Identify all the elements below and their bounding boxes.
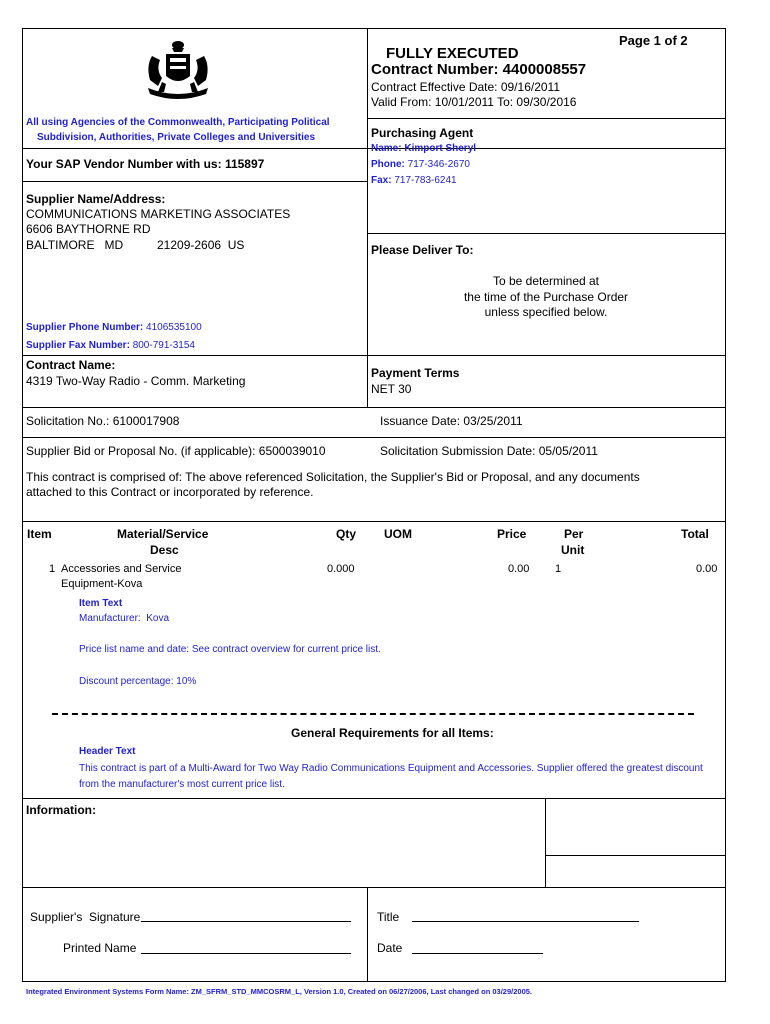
divider bbox=[22, 521, 726, 522]
deliver-line-3: unless specified below. bbox=[484, 305, 608, 319]
signature-divider bbox=[367, 887, 368, 982]
printed-name-line[interactable] bbox=[141, 953, 351, 954]
header-text-title: Header Text bbox=[79, 746, 136, 757]
information-title: Information: bbox=[26, 803, 96, 817]
divider bbox=[22, 437, 726, 438]
col-header-per: Per bbox=[564, 527, 584, 541]
vendor-number-value: 115897 bbox=[224, 157, 265, 171]
title-line[interactable] bbox=[412, 921, 639, 922]
outer-border-left bbox=[22, 28, 23, 982]
divider bbox=[22, 181, 368, 182]
supplier-title: Supplier Name/Address: bbox=[26, 192, 166, 206]
supplier-bid-number: Supplier Bid or Proposal No. (if applicable): 6500039010 bbox=[26, 444, 326, 458]
agent-phone bbox=[371, 159, 470, 170]
agent-fax bbox=[371, 175, 457, 186]
row-qty: 0.000 bbox=[327, 563, 355, 575]
contract-effective-date: Contract Effective Date: 09/16/2011 bbox=[371, 80, 561, 94]
payment-terms-title: Payment Terms bbox=[371, 366, 460, 380]
column-divider bbox=[367, 28, 368, 408]
col-header-item: Item bbox=[27, 527, 52, 541]
dashed-separator bbox=[52, 713, 694, 715]
col-header-material: Material/Service bbox=[117, 527, 209, 541]
supplier-street: 6606 BAYTHORNE RD bbox=[26, 222, 151, 236]
divider bbox=[22, 355, 726, 356]
date-label: Date bbox=[377, 941, 403, 955]
deliver-line-2: the time of the Purchase Order bbox=[463, 290, 629, 304]
row-item-number: 1 bbox=[49, 563, 56, 575]
deliver-to-title: Please Deliver To: bbox=[371, 243, 474, 257]
agencies-line-2: Subdivision, Authorities, Private Colleges and Universities bbox=[37, 132, 316, 143]
payment-terms-value: NET 30 bbox=[371, 382, 412, 396]
divider bbox=[367, 233, 725, 234]
divider bbox=[545, 855, 726, 856]
vendor-number-label: Your SAP Vendor Number with us: bbox=[26, 157, 222, 171]
supplier-phone-label: Supplier Phone Number: bbox=[26, 322, 144, 333]
supplier-zip: 21209-2606 US bbox=[157, 238, 245, 252]
item-text-title: Item Text bbox=[79, 598, 123, 609]
deliver-line-1: To be determined at bbox=[492, 274, 600, 288]
row-desc-line-1: Accessories and Service bbox=[61, 563, 182, 575]
supplier-fax-label: Supplier Fax Number: bbox=[26, 340, 130, 351]
col-header-uom: UOM bbox=[384, 527, 412, 541]
coat-of-arms-icon bbox=[138, 36, 218, 102]
submission-date: Solicitation Submission Date: 05/05/2011 bbox=[380, 444, 598, 458]
col-header-qty: Qty bbox=[336, 527, 357, 541]
agent-phone-value: 717-346-2670 bbox=[407, 159, 470, 170]
page-number: Page 1 of 2 bbox=[619, 33, 688, 48]
outer-border-top bbox=[22, 28, 726, 29]
commonwealth-seal bbox=[138, 36, 218, 102]
contract-name-value: 4319 Two-Way Radio - Comm. Marketing bbox=[26, 374, 246, 388]
agent-name-label: Name: bbox=[371, 143, 402, 154]
agencies-line-1: All using Agencies of the Commonwealth, Participating Political bbox=[26, 117, 330, 128]
row-total: 0.00 bbox=[696, 563, 718, 575]
item-discount: Discount percentage: 10% bbox=[79, 676, 197, 687]
vendor-number bbox=[26, 157, 264, 171]
supplier-signature-label: Supplier's Signature bbox=[30, 910, 141, 924]
comprised-line-2: attached to this Contract or incorporated by reference. bbox=[26, 485, 314, 499]
form-footer: Integrated Environment Systems Form Name: ZM_SFRM_STD_MMCOSRM_L, Version 1.0, Created on 06/27/2006, Last changed on 03/29/2005. bbox=[26, 987, 532, 996]
general-requirements-title: General Requirements for all Items: bbox=[291, 726, 494, 740]
row-price: 0.00 bbox=[508, 563, 530, 575]
outer-border-right bbox=[725, 28, 726, 982]
contract-number: Contract Number: 4400008557 bbox=[371, 61, 587, 78]
comprised-line-1: This contract is comprised of: The above referenced Solicitation, the Supplier's Bid or Proposal, and any documents bbox=[26, 470, 640, 484]
contract-name-title: Contract Name: bbox=[26, 358, 116, 372]
issuance-date: Issuance Date: 03/25/2011 bbox=[380, 414, 523, 428]
col-header-per-unit: Unit bbox=[561, 543, 585, 557]
col-header-material-desc: Desc bbox=[150, 543, 179, 557]
agent-name bbox=[371, 143, 476, 154]
contract-status: FULLY EXECUTED bbox=[386, 45, 519, 62]
row-per-unit: 1 bbox=[555, 563, 562, 575]
purchasing-agent-title: Purchasing Agent bbox=[371, 126, 474, 140]
supplier-city: BALTIMORE MD bbox=[26, 238, 124, 252]
supplier-fax-value: 800-791-3154 bbox=[132, 340, 195, 351]
agent-fax-label: Fax: bbox=[371, 175, 392, 186]
agent-fax-value: 717-783-6241 bbox=[394, 175, 457, 186]
divider bbox=[22, 887, 726, 888]
supplier-phone bbox=[26, 322, 202, 333]
divider bbox=[367, 118, 725, 119]
agent-phone-label: Phone: bbox=[371, 159, 405, 170]
row-desc-line-2: Equipment-Kova bbox=[61, 578, 143, 590]
outer-border-bottom bbox=[22, 981, 726, 982]
supplier-name: COMMUNICATIONS MARKETING ASSOCIATES bbox=[26, 207, 291, 221]
title-label: Title bbox=[377, 910, 400, 924]
date-line[interactable] bbox=[412, 953, 543, 954]
supplier-signature-line[interactable] bbox=[141, 921, 351, 922]
item-price-list: Price list name and date: See contract overview for current price list. bbox=[79, 644, 381, 655]
divider bbox=[22, 148, 368, 149]
col-header-price: Price bbox=[497, 527, 527, 541]
contract-valid-dates: Valid From: 10/01/2011 To: 09/30/2016 bbox=[371, 95, 577, 109]
divider bbox=[22, 798, 726, 799]
item-manufacturer: Manufacturer: Kova bbox=[79, 613, 170, 624]
printed-name-label: Printed Name bbox=[63, 941, 137, 955]
header-text-line-2: from the manufacturer's most current price list. bbox=[79, 779, 285, 790]
supplier-phone-value: 4106535100 bbox=[146, 322, 202, 333]
header-text-line-1: This contract is part of a Multi-Award for Two Way Radio Communications Equipment and Accessories. Supplier offered the greatest discount bbox=[79, 763, 703, 774]
divider bbox=[22, 407, 726, 408]
supplier-fax bbox=[26, 340, 195, 351]
agent-name-value: Kimport Sheryl bbox=[404, 143, 477, 154]
col-header-total: Total bbox=[681, 527, 709, 541]
info-divider bbox=[545, 798, 546, 888]
solicitation-number: Solicitation No.: 6100017908 bbox=[26, 414, 180, 428]
